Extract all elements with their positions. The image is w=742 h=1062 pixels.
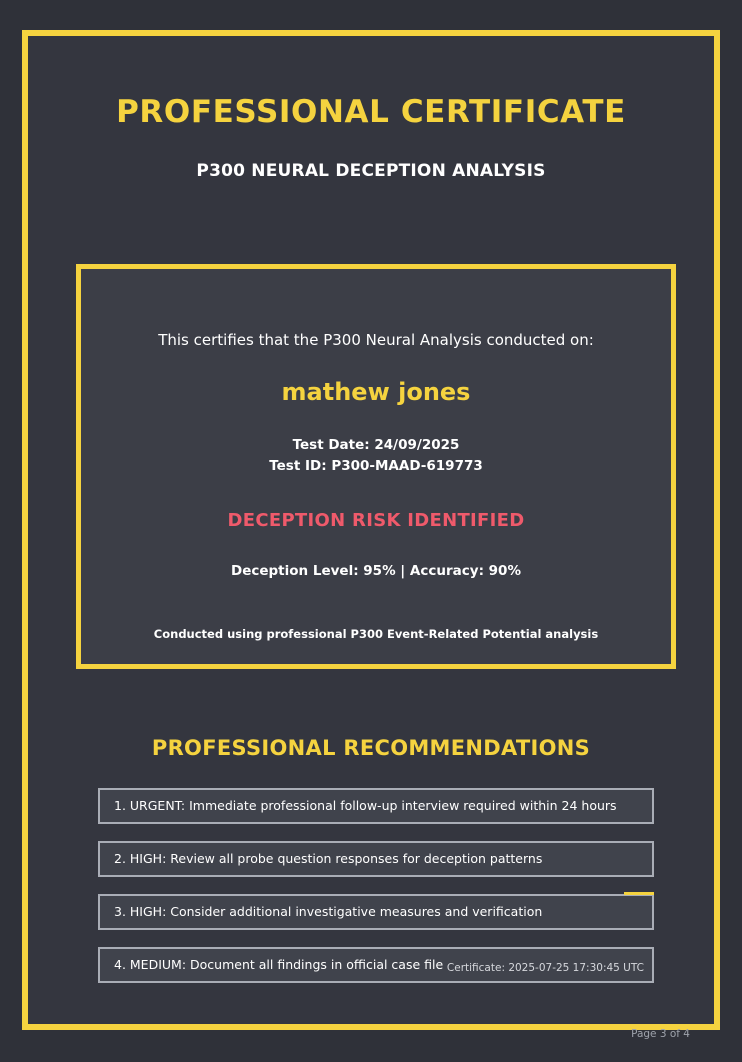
- deception-levels: Deception Level: 95% | Accuracy: 90%: [231, 563, 521, 579]
- list-item: 4. MEDIUM: Document all findings in official case file: [98, 947, 654, 983]
- certificate-timestamp: Certificate: 2025-07-25 17:30:45 UTC: [446, 962, 644, 974]
- risk-status-banner: DECEPTION RISK IDENTIFIED: [227, 510, 525, 531]
- test-date: Test Date: 24/09/2025: [292, 437, 460, 453]
- list-item: 1. URGENT: Immediate professional follow-up interview required within 24 hours: [98, 788, 654, 824]
- certificate-inner-panel: [38, 46, 704, 1014]
- page-title: PROFESSIONAL CERTIFICATE: [116, 94, 626, 130]
- accent-marker: [624, 892, 654, 895]
- recommendations-heading: PROFESSIONAL RECOMMENDATIONS: [151, 736, 591, 760]
- certificate-detail-box: [76, 264, 676, 669]
- test-id: Test ID: P300-MAAD-619773: [269, 458, 483, 474]
- certifies-statement: This certifies that the P300 Neural Analysis conducted on:: [158, 331, 594, 349]
- method-note: Conducted using professional P300 Event-Related Potential analysis: [153, 627, 599, 641]
- certificate-frame: [22, 30, 720, 1030]
- test-metadata: [81, 435, 671, 477]
- subject-name: mathew jones: [281, 378, 471, 406]
- list-item: 2. HIGH: Review all probe question responses for deception patterns: [98, 841, 654, 877]
- page-subtitle: P300 NEURAL DECEPTION ANALYSIS: [196, 161, 546, 181]
- list-item: [98, 894, 654, 930]
- list-item-label: 3. HIGH: Consider additional investigative measures and verification: [114, 904, 543, 919]
- page-number: Page 3 of 4: [631, 1028, 690, 1040]
